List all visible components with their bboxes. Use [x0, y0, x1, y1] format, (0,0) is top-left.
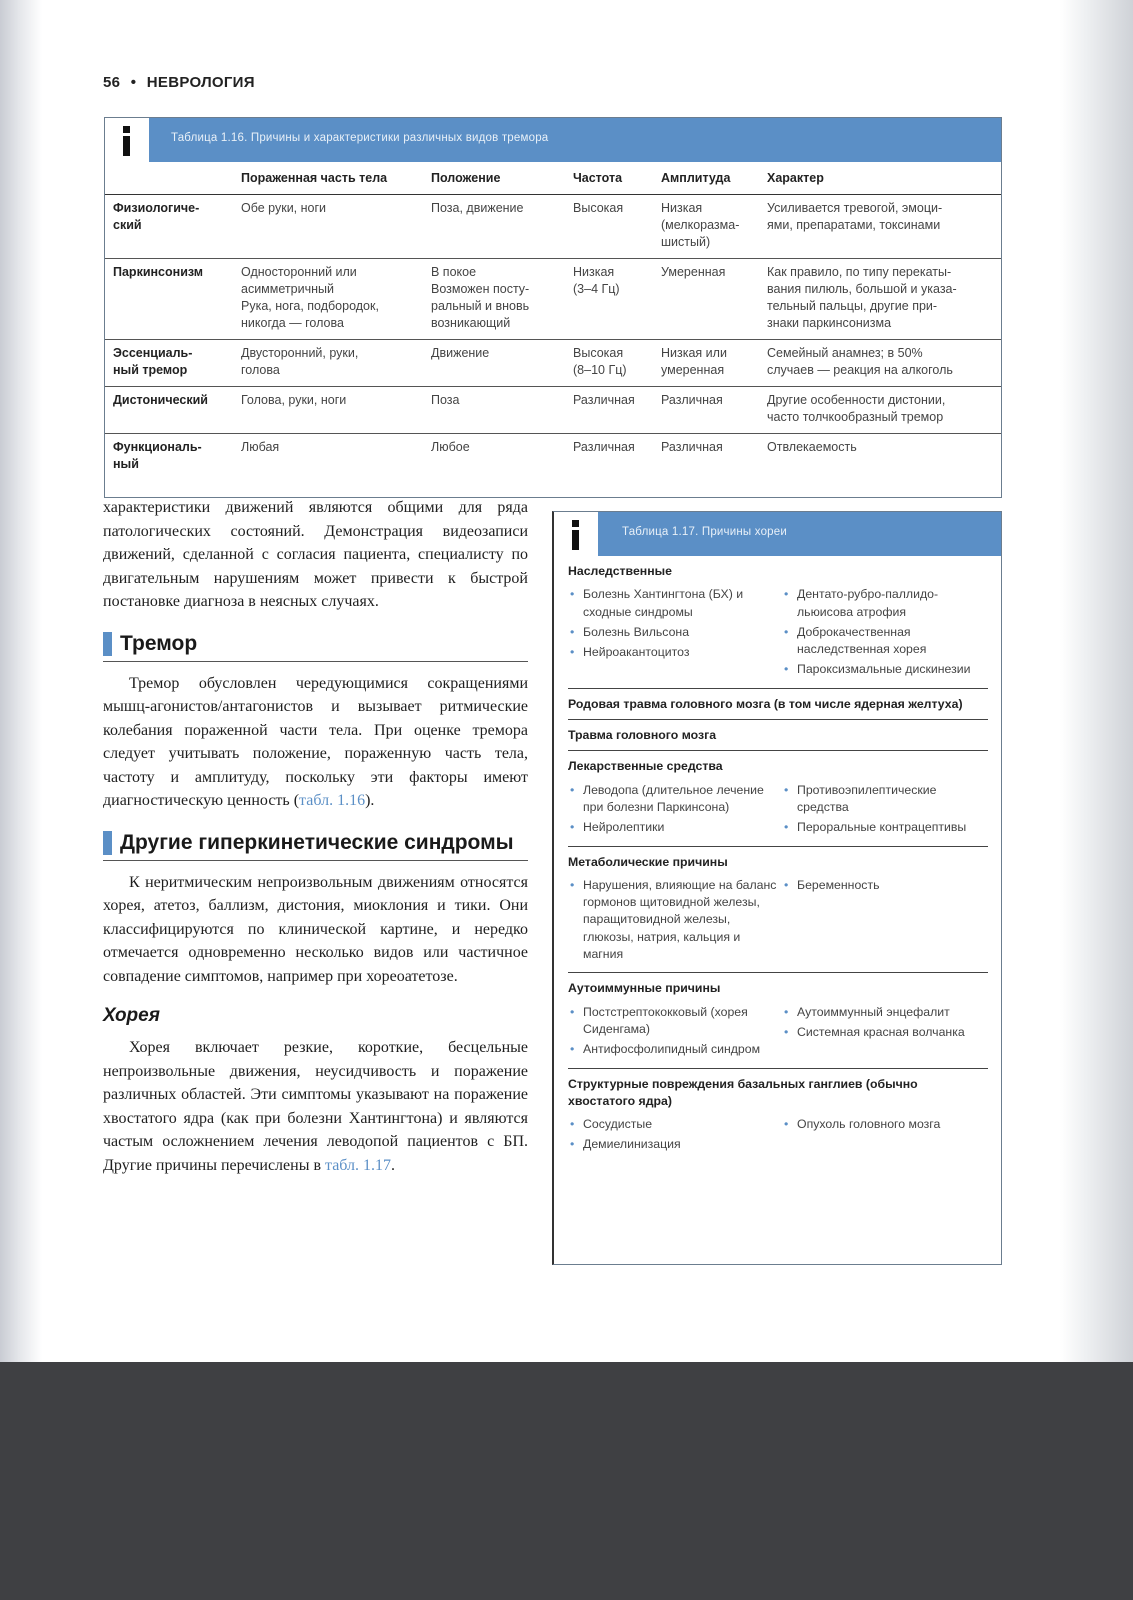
table-cell: Различная: [565, 387, 653, 434]
table-header-row: [105, 162, 1001, 195]
list-item: • Противоэпилептические средства: [782, 782, 988, 817]
bullet-column: [568, 586, 782, 681]
table-cell: Низкая (3–4 Гц): [565, 259, 653, 340]
table-cell: В покое Возможен посту- ральный и вновь возникающий: [423, 259, 565, 340]
row-header-cell: Функциональ- ный: [113, 440, 202, 471]
table-row: [105, 340, 1001, 387]
section-heading-text: Другие гиперкинетические синдромы: [120, 830, 514, 854]
list-item: • Постстрептококковый (хорея Сиденгама): [568, 1004, 782, 1039]
category-items: [568, 586, 988, 681]
page-number: 56: [103, 74, 121, 91]
category-heading: Родовая травма головного мозга (в том числе ядерная желтуха): [568, 688, 988, 713]
paragraph-other: К неритмическим непроизвольным движениям относятся хорея, атетоз, баллизм, дистония, миоклония и тики. Они классифицируются по клинической картине, и нередко отмечается одновременно несколько видов или частичное совпадение симптомов, например при хореоатетозе.: [103, 873, 528, 985]
table-cell: Односторонний или асимметричный Рука, нога, подбородок, никогда — голова: [233, 259, 423, 340]
heading-bar: [103, 831, 112, 855]
scanner-background: [0, 1362, 1133, 1600]
table-1-16: [104, 117, 1002, 498]
list-item: • Системная красная волчанка: [782, 1024, 988, 1041]
list-item: • Демиелинизация: [568, 1136, 782, 1153]
category-heading: Наследственные: [568, 564, 672, 578]
list-item: • Пароксизмальные дискинезии: [782, 661, 988, 678]
list-item: • Пероральные контрацептивы: [782, 819, 988, 836]
category-items: [568, 1004, 988, 1062]
row-header-cell: Эссенциаль- ный тремор: [105, 340, 233, 387]
bullet-column: [782, 782, 988, 840]
paragraph-intro: характеристики движений являются общими для ряда патологических состояний. Демонстрация видеозаписи движений, сделанной с согласия пациента, специалисту по двигательным нарушениям может привести к быстрой постановке диагноза в неясных случаях.: [103, 499, 528, 610]
list-item: • Доброкачественная наследственная хорея: [782, 624, 988, 659]
table-cell: Низкая или умеренная: [653, 340, 759, 387]
table-cell: Двусторонний, руки, голова: [233, 340, 423, 387]
table-row: [105, 195, 1001, 259]
list-item: • Опухоль головного мозга: [782, 1116, 988, 1133]
table-row: [105, 387, 1001, 434]
table-cell: Высокая: [565, 195, 653, 259]
bullet-column: [782, 877, 988, 966]
list-item: • Нейроакантоцитоз: [568, 644, 782, 661]
body-text-column: [103, 496, 528, 1177]
category-items: [568, 782, 988, 840]
table-cell: Обе руки, ноги: [233, 195, 423, 259]
table-cell: Различная: [573, 440, 635, 454]
bullet-column: [568, 877, 782, 966]
running-head-section: НЕВРОЛОГИЯ: [146, 74, 255, 91]
bullet-column: [568, 1116, 782, 1157]
section-heading-other-hyperkinetic: [103, 827, 528, 861]
category-heading: Метаболические причины: [568, 846, 988, 871]
table-cell: Отвлекаемость: [767, 440, 857, 454]
table-cell: Поза: [423, 387, 565, 434]
page-left-shadow: [0, 0, 42, 1362]
running-head: [103, 74, 255, 91]
page-right-shadow: [1060, 0, 1133, 1362]
list-item: • Беременность: [782, 877, 988, 894]
list-item: • Дентато-рубро-паллидо-льюисова атрофия: [782, 586, 988, 621]
info-icon: [554, 512, 599, 556]
paragraph-tremor: Тремор обусловлен чередующимися сокращениями мышц-агонистов/антагонистов и вызывает ритмические колебания пораженной части тела. При оценке тремора следует учитывать положение, пораженную часть тела, частоту и амплитуду, поскольку эти факторы имеют диагностическую ценность (табл. 1.16).: [103, 674, 528, 809]
table-cell: Высокая (8–10 Гц): [565, 340, 653, 387]
list-item: • Болезнь Вильсона: [568, 624, 782, 641]
category-items: [568, 1116, 988, 1157]
row-header-cell: Дистонический: [105, 387, 233, 434]
bullet-column: [782, 586, 988, 681]
table-row: [105, 434, 1001, 481]
table-1-16-title: Таблица 1.16. Причины и характеристики различных видов тремора: [171, 132, 549, 144]
paragraph-chorea: Хорея включает резкие, короткие, бесцельные непроизвольные движения, неусидчивость и поражение различных областей. Эти симптомы указывают на поражение хвостатого ядра (как при болезни Хантингтона) и являются частым осложнением лечения леводопой пациентов с БП. Другие причины перечислены в табл. 1.17.: [103, 1039, 528, 1174]
bullet-column: [782, 1004, 988, 1062]
table-1-17-title: Таблица 1.17. Причины хореи: [622, 526, 788, 538]
row-header-cell: Паркинсонизм: [105, 259, 233, 340]
table-cell: Различная: [653, 387, 759, 434]
table-cell: Другие особенности дистонии, часто толчкообразный тремор: [759, 387, 1001, 434]
table-cell: Семейный анамнез; в 50% случаев — реакция на алкоголь: [759, 340, 1001, 387]
bullet-column: [568, 1004, 782, 1062]
list-item: • Аутоиммунный энцефалит: [782, 1004, 988, 1021]
table-cell: Как правило, по типу перекаты- вания пилюль, большой и указа- тельный пальцы, другие при- знаки паркинсонизма: [759, 259, 1001, 340]
table-cell: Умеренная: [653, 259, 759, 340]
column-header: [105, 162, 233, 195]
section-heading-tremor: [103, 628, 528, 662]
list-item: • Антифосфолипидный синдром: [568, 1041, 782, 1058]
column-header: Положение: [423, 162, 565, 195]
category-items: [568, 877, 988, 966]
table-1-16-grid: [105, 162, 1001, 480]
row-header-cell: Физиологиче- ский: [105, 195, 233, 259]
category-heading: Травма головного мозга: [568, 719, 988, 744]
table-1-17: [552, 511, 1002, 1265]
category-heading: Аутоиммунные причины: [568, 972, 988, 997]
column-header: Пораженная часть тела: [233, 162, 423, 195]
table-1-16-link[interactable]: табл. 1.16: [299, 792, 366, 809]
table-cell: Любая: [241, 440, 280, 454]
bullet-column: [782, 1116, 988, 1157]
table-cell: Поза, движение: [423, 195, 565, 259]
category-heading: Лекарственные средства: [568, 750, 988, 775]
running-head-separator: •: [130, 74, 137, 91]
table-1-16-header: [105, 118, 1001, 162]
list-item: • Сосудистые: [568, 1116, 782, 1133]
table-cell: Усиливается тревогой, эмоци- ями, препаратами, токсинами: [759, 195, 1001, 259]
table-cell: Различная: [661, 440, 723, 454]
list-item: • Леводопа (длительное лечение при болезни Паркинсона): [568, 782, 782, 817]
info-icon: [105, 118, 150, 162]
table-cell: Любое: [431, 440, 470, 454]
table-1-17-header: [554, 512, 1001, 556]
table-1-17-link[interactable]: табл. 1.17: [325, 1156, 392, 1174]
column-header: Амплитуда: [653, 162, 759, 195]
section-heading-text: Тремор: [120, 631, 198, 655]
bullet-column: [568, 782, 782, 840]
list-item: • Нейролептики: [568, 819, 782, 836]
table-cell: Голова, руки, ноги: [233, 387, 423, 434]
column-header: Характер: [759, 162, 1001, 195]
table-1-17-body: [568, 556, 988, 1163]
table-row: [105, 259, 1001, 340]
list-item: • Нарушения, влияющие на баланс гормонов щитовидной железы, паращитовидной железы, глюкозы, натрия, кальция и магния: [568, 877, 782, 963]
column-header: Частота: [565, 162, 653, 195]
heading-bar: [103, 632, 112, 656]
table-cell: Движение: [423, 340, 565, 387]
subsection-heading-chorea: Хорея: [103, 1005, 160, 1026]
category-heading: Структурные повреждения базальных ганглиев (обычно хвостатого ядра): [568, 1068, 988, 1111]
table-cell: Низкая (мелкоразма- шистый): [653, 195, 759, 259]
list-item: • Болезнь Хантингтона (БХ) и сходные синдромы: [568, 586, 782, 621]
